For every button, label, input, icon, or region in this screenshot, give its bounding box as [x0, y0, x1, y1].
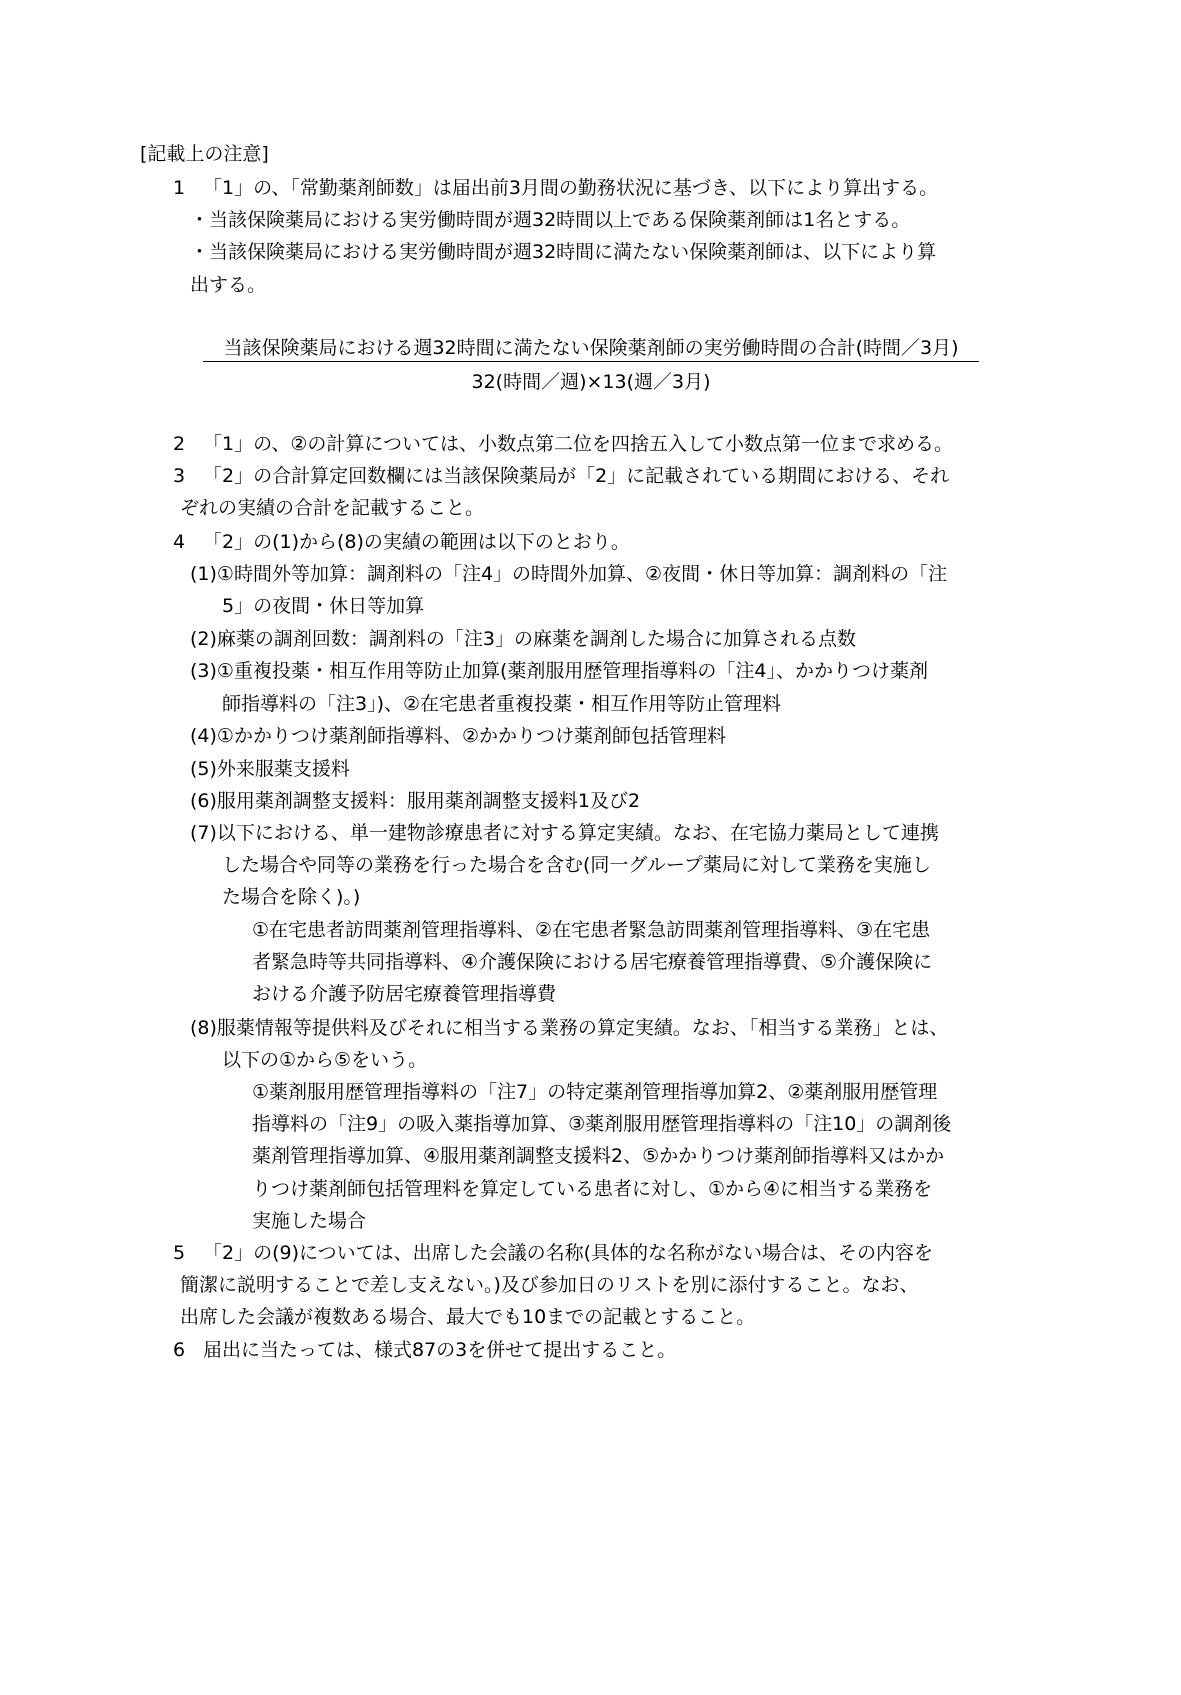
item-8-sub: 指導料の「注9」の吸入薬指導加算、③薬剤服用歴管理指導料の「注10」の調剤後 [252, 1113, 952, 1135]
note-text: 「2」の(1)から(8)の実績の範囲は以下のとおり。 [203, 531, 630, 553]
item-7: (7)以下における、単一建物診療患者に対する算定実績。なお、在宅協力薬局として連携 [190, 822, 939, 844]
note-number: 2 [173, 433, 186, 455]
item-7-sub: おける介護予防居宅療養管理指導費 [252, 983, 557, 1005]
section-heading: [記載上の注意] [140, 143, 269, 165]
note-number: 1 [173, 177, 186, 199]
item-8-sub: りつけ薬剤師包括管理料を算定している患者に対し、①から④に相当する業務を [252, 1178, 933, 1200]
item-8-sub: 実施した場合 [252, 1210, 367, 1232]
item-8-sub: ①薬剤服用歴管理指導料の「注7」の特定薬剤管理指導加算2、②薬剤服用歴管理 [252, 1081, 938, 1103]
note-number: 5 [173, 1242, 186, 1264]
item-1: (1)①時間外等加算：調剤料の「注4」の時間外加算、②夜間・休日等加算：調剤料の「注 [190, 563, 948, 585]
item-8-sub: 薬剤管理指導加算、④服用薬剤調整支援料2、⑤かかりつけ薬剤師指導料又はかか [252, 1145, 945, 1167]
item-8: (8)服薬情報等提供料及びそれに相当する業務の算定実績。なお、「相当する業務」とは、 [190, 1017, 949, 1039]
note-text: 出席した会議が複数ある場合、最大でも10までの記載とすること。 [180, 1306, 756, 1328]
item-7-cont: した場合や同等の業務を行った場合を含む(同一グループ薬局に対して業務を実施し [222, 854, 931, 876]
item-7-sub: 者緊急時等共同指導料、④介護保険における居宅療養管理指導費、⑤介護保険に [252, 951, 933, 973]
note-text: 「2」の合計算定回数欄には当該保険薬局が「2」に記載されている期間における、それ [203, 465, 950, 487]
item-5: (5)外来服薬支援料 [190, 758, 350, 780]
fraction-denominator: 32(時間／週)×13(週／3月) [471, 371, 711, 393]
item-7-sub: ①在宅患者訪問薬剤管理指導料、②在宅患者緊急訪問薬剤管理指導料、③在宅患 [252, 919, 931, 941]
item-6: (6)服用薬剤調整支援料：服用薬剤調整支援料1及び2 [190, 790, 641, 812]
item-1-cont: 5」の夜間・休日等加算 [222, 595, 425, 617]
note-bullet: ・当該保険薬局における実労働時間が週32時間以上である保険薬剤師は1名とする。 [190, 209, 911, 231]
item-7-cont: た場合を除く)。) [222, 886, 361, 908]
item-3: (3)①重複投薬・相互作用等防止加算(薬剤服用歴管理指導料の「注4」、かかりつけ薬剤 [190, 660, 928, 682]
item-8-cont: 以下の①から⑤をいう。 [222, 1049, 428, 1071]
item-2: (2)麻薬の調剤回数：調剤料の「注3」の麻薬を調剤した場合に加算される点数 [190, 628, 857, 650]
note-text: 届出に当たっては、様式87の3を併せて提出すること。 [203, 1339, 677, 1361]
note-text: 簡潔に説明することで差し支えない。)及び参加日のリストを別に添付すること。なお、 [180, 1274, 919, 1296]
note-text: 出する。 [190, 274, 267, 296]
item-4: (4)①かかりつけ薬剤師指導料、②かかりつけ薬剤師包括管理料 [190, 725, 726, 747]
note-text: 「2」の(9)については、出席した会議の名称(具体的な名称がない場合は、その内容を [203, 1242, 934, 1264]
fraction-numerator: 当該保険薬局における週32時間に満たない保険薬剤師の実労働時間の合計(時間／3月) [223, 337, 959, 359]
fraction-bar [203, 361, 979, 362]
note-bullet: ・当該保険薬局における実労働時間が週32時間に満たない保険薬剤師は、以下により算 [190, 241, 937, 263]
item-3-cont: 師指導料の「注3」)、②在宅患者重複投薬・相互作用等防止管理料 [222, 693, 782, 715]
note-number: 3 [173, 465, 186, 487]
note-number: 4 [173, 531, 186, 553]
note-text: 「1」の、②の計算については、小数点第二位を四捨五入して小数点第一位まで求める。 [203, 433, 953, 455]
note-text: 「1」の、「常勤薬剤師数」は届出前3月間の勤務状況に基づき、以下により算出する。 [203, 177, 939, 199]
note-number: 6 [173, 1339, 186, 1361]
note-text: ぞれの実績の合計を記載すること。 [180, 497, 485, 519]
